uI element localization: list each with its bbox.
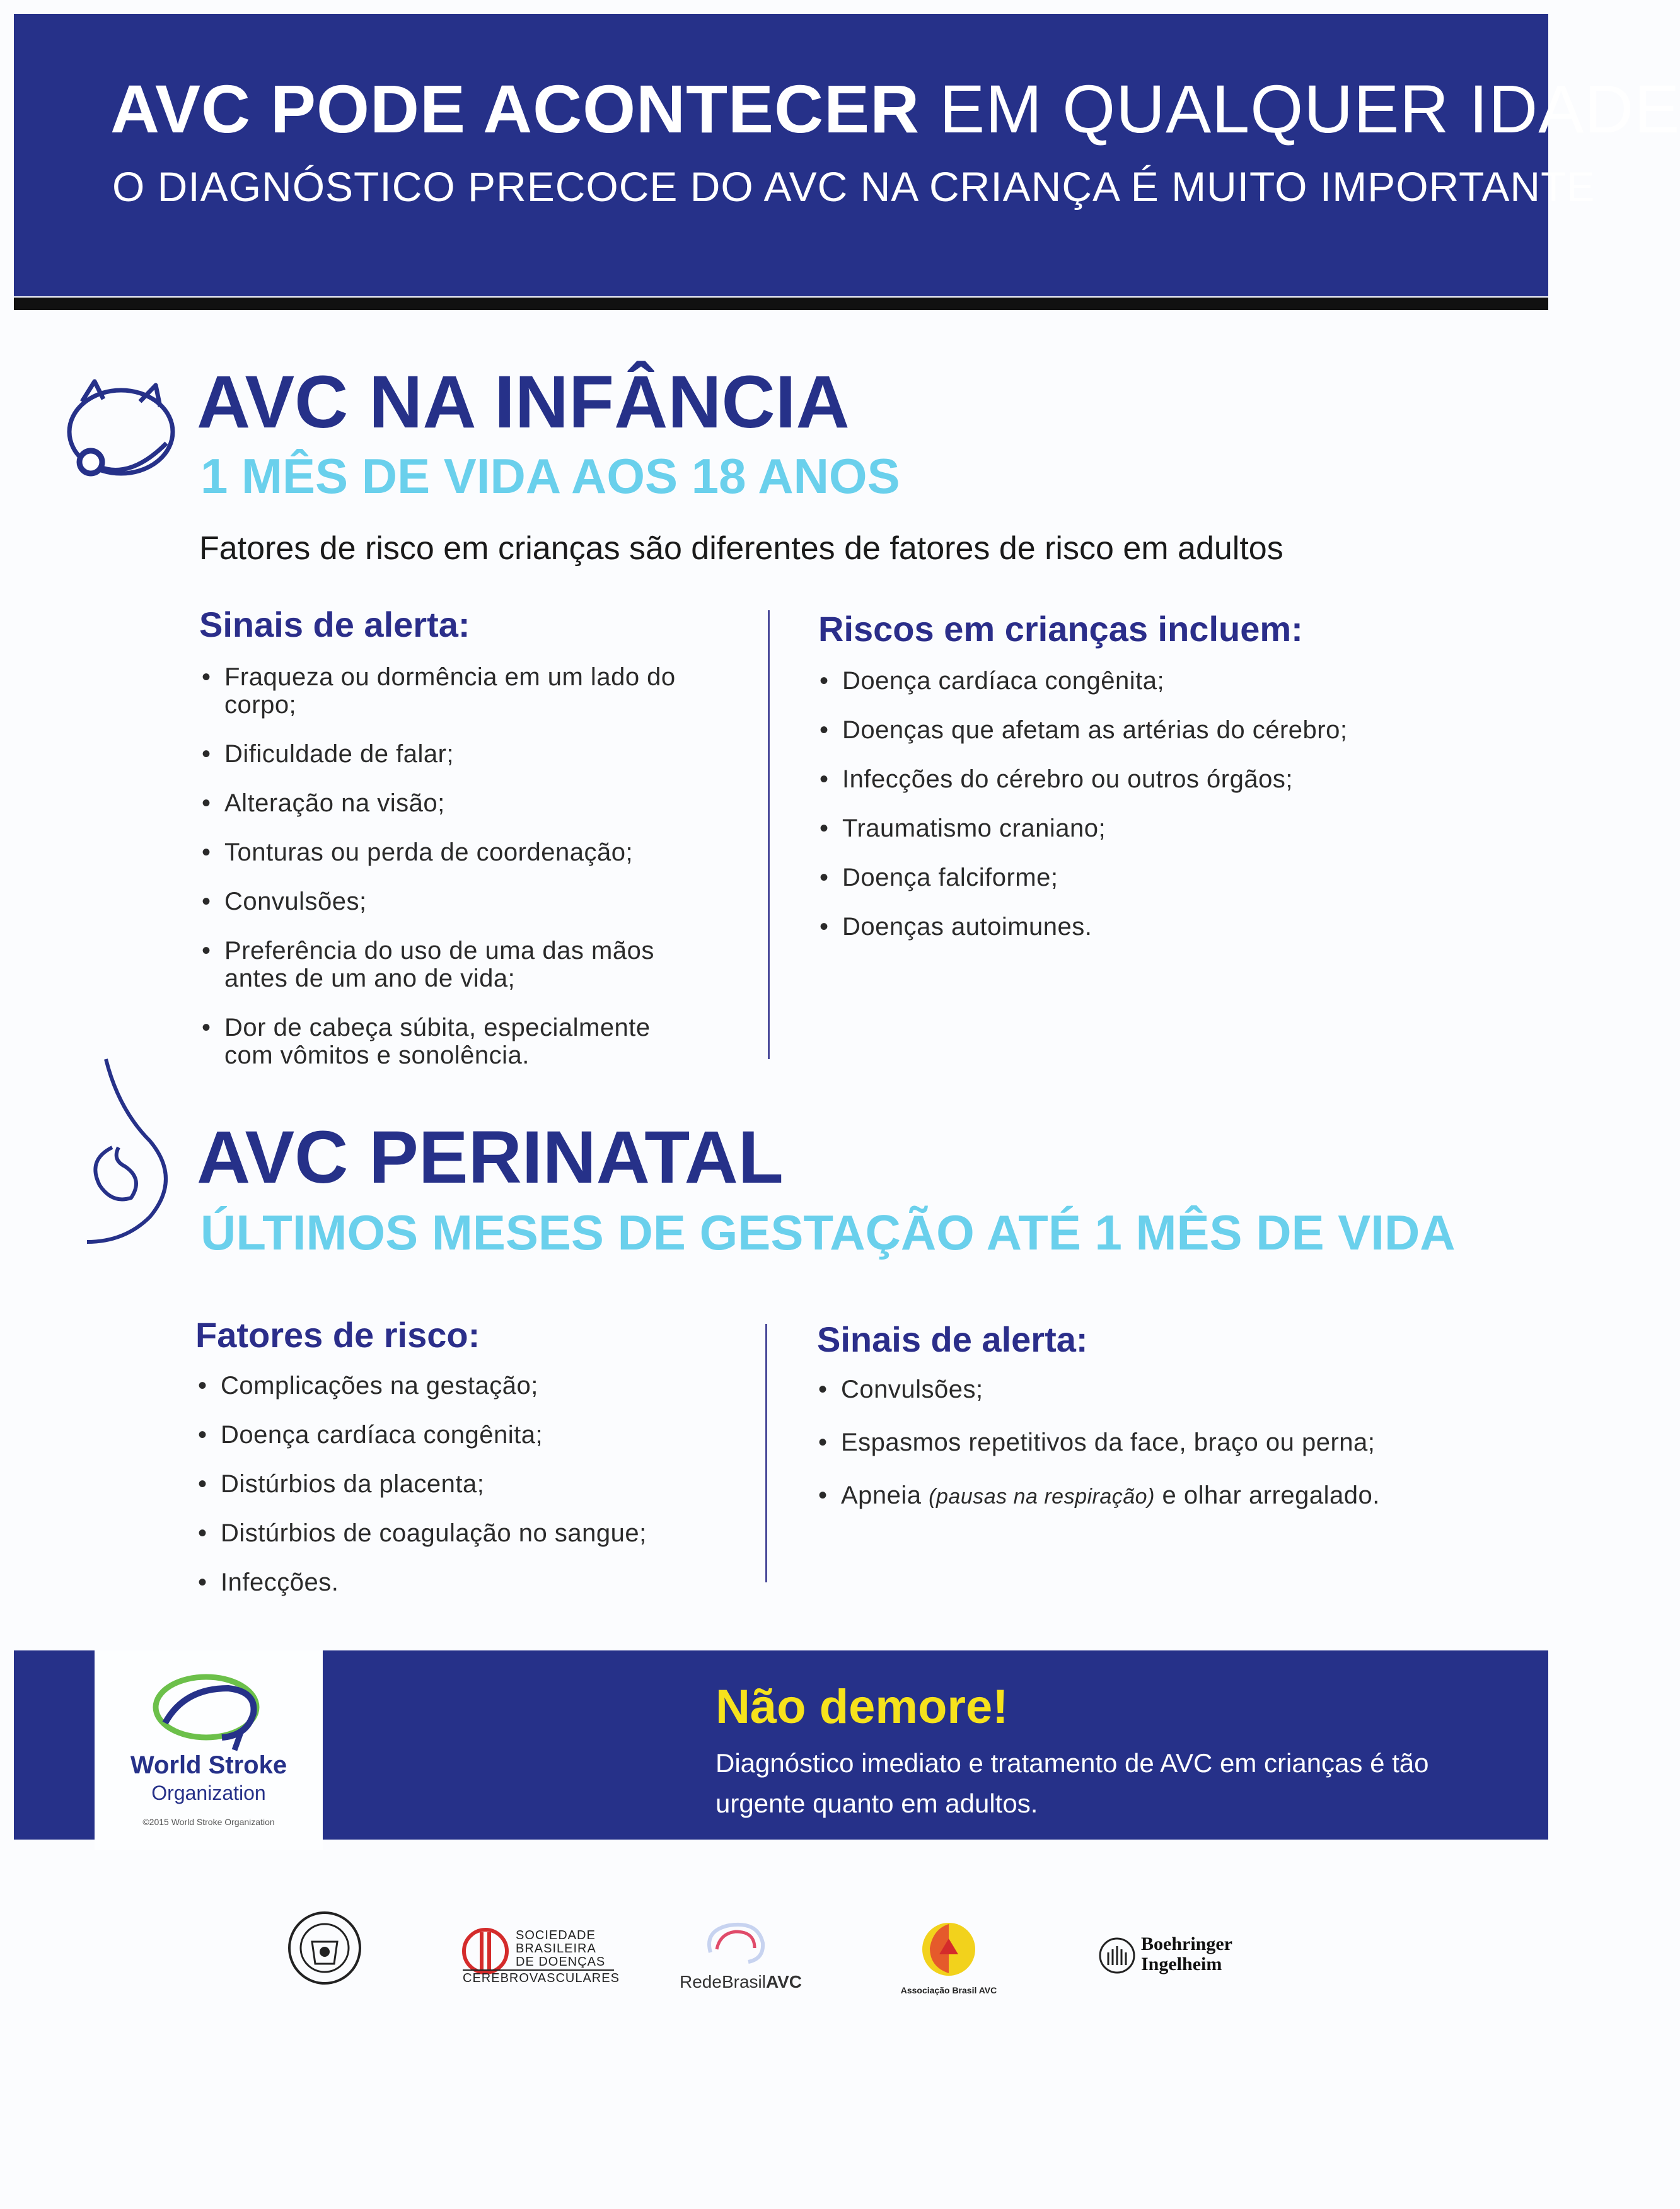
assoc-brasil-avc-logo bbox=[886, 1910, 1012, 1998]
perinatal-subtitle: ÚLTIMOS MESES DE GESTAÇÃO ATÉ 1 MÊS DE VIDA bbox=[200, 1205, 1456, 1260]
redebrasil-brain-icon bbox=[701, 1918, 770, 1968]
list-item: • Infecções. bbox=[197, 1568, 739, 1596]
infancia-left-heading: Sinais de alerta: bbox=[199, 605, 470, 644]
seal-logo bbox=[287, 1910, 362, 1986]
fetus-icon bbox=[74, 1053, 182, 1255]
perinatal-right-heading: Sinais de alerta: bbox=[817, 1319, 1088, 1359]
list-item: • Tonturas ou perda de coordenação; bbox=[200, 838, 680, 866]
list-item: • Traumatismo craniano; bbox=[818, 815, 1512, 842]
infancia-intro: Fatores de risco em crianças são diferentes de fatores de risco em adultos bbox=[199, 530, 1283, 567]
list-item: • Alteração na visão; bbox=[200, 789, 680, 817]
list-item: • Infecções do cérebro ou outros órgãos; bbox=[818, 765, 1512, 793]
boehringer-text: Boehringer Ingelheim bbox=[1141, 1934, 1232, 1974]
header-title: AVC PODE ACONTECER EM QUALQUER IDADE bbox=[110, 71, 1680, 147]
list-item: • Convulsões; bbox=[817, 1376, 1523, 1403]
list-item: • Dificuldade de falar; bbox=[200, 740, 680, 768]
perinatal-title: AVC PERINATAL bbox=[197, 1116, 784, 1199]
header-subtitle: O DIAGNÓSTICO PRECOCE DO AVC NA CRIANÇA É MUITO IMPORTANTE bbox=[112, 163, 1596, 210]
sbdcv-logo-icon bbox=[460, 1926, 511, 1976]
perinatal-alert-list bbox=[817, 1376, 1523, 1510]
cta-title: Não demore! bbox=[715, 1680, 1009, 1734]
list-item: • Espasmos repetitivos da face, braço ou perna; bbox=[817, 1429, 1523, 1456]
list-item: • Distúrbios de coagulação no sangue; bbox=[197, 1519, 739, 1547]
list-item-apneia: • Apneia (pausas na respiração) e olhar arregalado. bbox=[817, 1481, 1523, 1510]
infancia-risk-list bbox=[818, 667, 1512, 941]
header-rule bbox=[14, 298, 1548, 310]
list-item: • Preferência do uso de uma das mãos antes de um ano de vida; bbox=[200, 937, 680, 992]
list-item: • Doenças autoimunes. bbox=[818, 913, 1512, 941]
infancia-title: AVC NA INFÂNCIA bbox=[197, 361, 850, 444]
infancia-alert-list bbox=[200, 663, 680, 1069]
perinatal-risk-list bbox=[197, 1372, 739, 1596]
cta-text: Diagnóstico imediato e tratamento de AVC em crianças é tão urgente quanto em adultos. bbox=[715, 1748, 1429, 1818]
wso-copyright: ©2015 World Stroke Organization bbox=[142, 1817, 275, 1827]
boehringer-logo-icon bbox=[1098, 1937, 1136, 1974]
list-item: • Fraqueza ou dormência em um lado do corpo; bbox=[200, 663, 680, 719]
list-item: • Doença falciforme; bbox=[818, 864, 1512, 891]
column-divider bbox=[768, 610, 770, 1059]
list-item: • Complicações na gestação; bbox=[197, 1372, 739, 1400]
wso-name: World Stroke bbox=[130, 1751, 287, 1779]
perinatal-left-heading: Fatores de risco: bbox=[195, 1315, 480, 1355]
infancia-subtitle: 1 MÊS DE VIDA AOS 18 ANOS bbox=[200, 448, 900, 504]
list-item: • Doença cardíaca congênita; bbox=[197, 1421, 739, 1449]
list-item: • Doenças que afetam as artérias do cérebro; bbox=[818, 716, 1512, 744]
list-item: • Dor de cabeça súbita, especialmente com vômitos e sonolência. bbox=[200, 1014, 680, 1069]
baby-icon bbox=[58, 362, 178, 495]
infancia-right-heading: Riscos em crianças incluem: bbox=[818, 609, 1303, 649]
sbdcv-text: SOCIEDADE BRASILEIRA DE DOENÇAS bbox=[516, 1928, 606, 1969]
wso-org: Organization bbox=[151, 1782, 266, 1804]
wso-logo-icon bbox=[146, 1663, 272, 1751]
sbdcv-text-line: CEREBROVASCULARES bbox=[463, 1969, 614, 1985]
list-item: • Distúrbios da placenta; bbox=[197, 1470, 739, 1498]
column-divider bbox=[765, 1324, 767, 1582]
header-banner bbox=[14, 14, 1680, 296]
redebrasil-text: RedeBrasilAVC bbox=[680, 1972, 802, 1992]
list-item: • Convulsões; bbox=[200, 888, 680, 915]
svg-text:Associação Brasil AVC: Associação Brasil AVC bbox=[900, 1985, 997, 1995]
list-item: • Doença cardíaca congênita; bbox=[818, 667, 1512, 695]
